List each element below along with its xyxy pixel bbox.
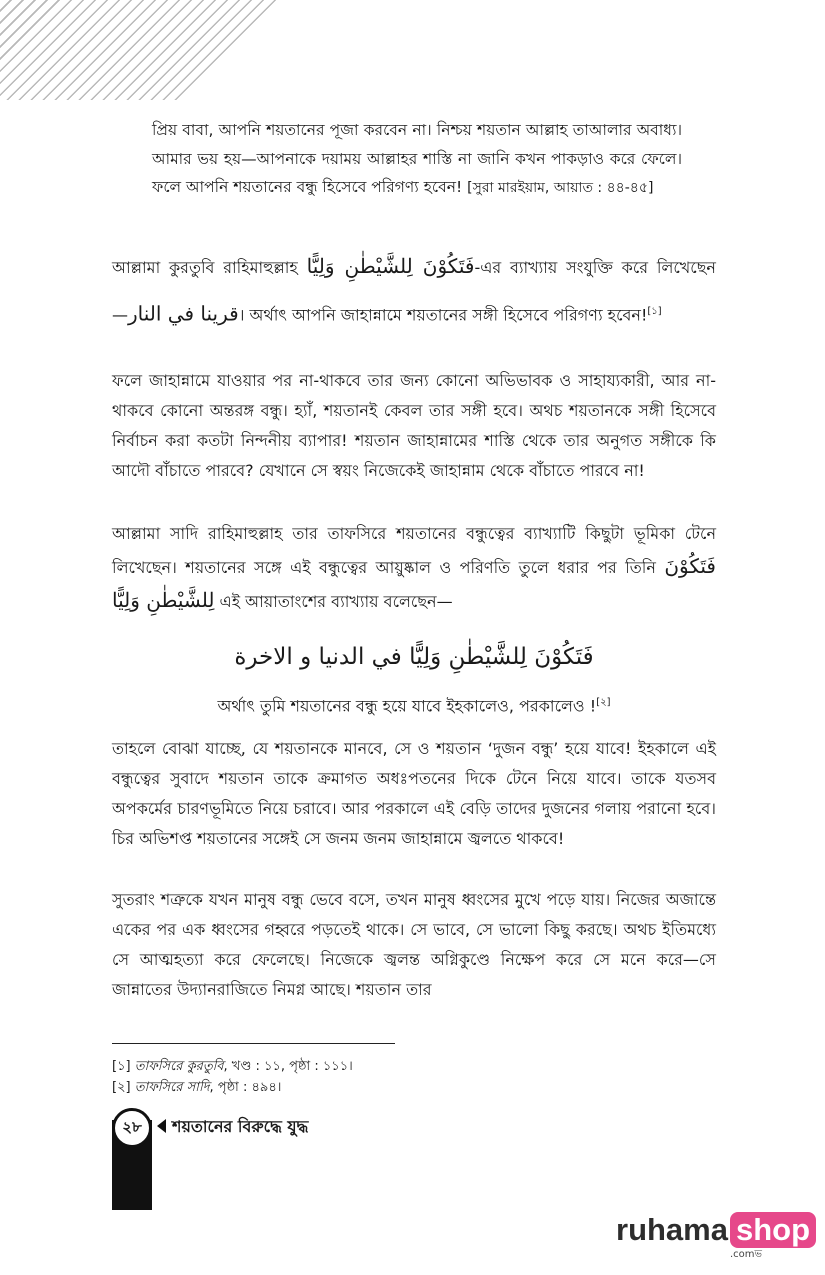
arabic-verse-inline-2: فَتَكُوْنَ لِلشَّيْطٰنِ وَلِيًّا [112,554,716,612]
arabic-quote [112,642,716,674]
paragraph-sadi [112,518,716,618]
quote-text: প্রিয় বাবা, আপনি শয়তানের পূজা করবেন না। নিশ্চয় শয়তান আল্লাহ তাআলার অবাধ্য। আমার ভয় হয়—আপনাকে দয়াময় আল্লাহর শাস্তি না জানি কখন পাকড়াও করে ফেলে। ফলে আপনি শয়তানের বন্ধু হিসেবে পরিগণ্য হবেন! [152,121,682,196]
translation-text: অর্থাৎ তুমি শয়তানের বন্ধু হয়ে যাবে ইহকালেও, পরকালেও ! [217,696,597,716]
footnote-1-mark: [১] [112,1059,131,1074]
para3-post: এই আয়াতাংশের ব্যাখ্যায় বলেছেন— [214,592,453,611]
page-number: ২৮ [112,1108,152,1148]
logo-brand-accent: shop [730,1212,816,1248]
decorative-stripes [0,0,360,100]
para1-post: । অর্থাৎ আপনি জাহান্নামে শয়তানের সঙ্গী হিসেবে পরিগণ্য হবেন! [238,305,648,325]
logo-domain: .comভ [730,1249,762,1260]
paragraph-qurtubi [112,244,716,337]
para3-pre: আল্লামা সাদি রাহিমাহুল্লাহ তার তাফসিরে শয়তানের বন্ধুত্বের ব্যাখ্যাটি কিছুটা ভূমিকা টেনে লিখেছেন। শয়তানের সঙ্গে এই বন্ধুত্বের আয়ুষ্কাল ও পরিণতি তুলে ধরার পর তিনি [112,524,716,577]
footnote-1 [112,1058,353,1076]
arabic-quote-text: فَتَكُوْنَ لِلشَّيْطٰنِ وَلِيًّا في الدنيا و الاخرة [234,644,594,670]
paragraph-5: সুতরাং শত্রুকে যখন মানুষ বন্ধু ভেবে বসে, তখন মানুষ ধ্বংসের মুখে পড়ে যায়। নিজের অজান্তে একের পর এক ধ্বংসের গহ্বরে পড়তেই থাকে। সে ভাবে, সে ভালো কিছু করছে। অথচ ইতিমধ্যে সে আত্মহত্যা করে ফেলেছে। নিজেকে জ্বলন্ত অগ্নিকুণ্ডে নিক্ষেপ করে সে মনে করে—সে জান্নাতের উদ্যানরাজিতে নিমগ্ন আছে। শয়তান তার [112,890,716,999]
watermark-logo [616,1212,816,1248]
arabic-phrase: قرينا في النار [128,301,239,326]
footnote-2 [112,1079,281,1097]
footnote-2-rest: , পৃষ্ঠা : ৪৯৪। [209,1080,282,1095]
para1-mid: -এর ব্যাখ্যায় সংযুক্তি করে লিখেছেন— [112,258,716,325]
paragraph-2: ফলে জাহান্নামে যাওয়ার পর না-থাকবে তার জন্য কোনো অভিভাবক ও সাহায্যকারী, আর না-থাকবে কোনো অন্তরঙ্গ বন্ধু। হ্যাঁ, শয়তানই কেবল তার সঙ্গী হবে। অথচ শয়তানকে সঙ্গী হিসেবে নির্বাচন করা কতটা নিন্দনীয় ব্যাপার! শয়তান জাহান্নামের শাস্তি থেকে তার অনুগত সঙ্গীকে কি আদৌ বাঁচাতে পারবে? যেখানে সে স্বয়ং নিজেকেই জাহান্নাম থেকে বাঁচাতে পারবে না! [112,371,716,480]
footnote-divider [112,1043,395,1044]
footnote-2-mark: [২] [112,1080,131,1095]
triangle-left-icon [157,1119,166,1133]
footnote-marker-2: [২] [596,697,611,708]
paragraph-4: তাহলে বোঝা যাচ্ছে, যে শয়তানকে মানবে, সে ও শয়তান ‘দুজন বন্ধু’ হয়ে যাবে! ইহকালে এই বন্ধুত্বের সুবাদে শয়তান তাকে ক্রমাগত অধঃপতনের দিকে টেনে নিয়ে যাবে। তাকে যতসব অপকর্মের চারণভূমিতে নিয়ে চরাবে। আর পরকালে এই বেড়ি তাদের দুজনের গলায় পরানো হবে। চির অভিশপ্ত শয়তানের সঙ্গেই সে জনম জনম জাহান্নামে জ্বলতে থাকবে! [112,739,716,848]
footnote-2-source: তাফসিরে সাদি [134,1080,210,1095]
arabic-verse-inline: فَتَكُوْنَ لِلشَّيْطٰنِ وَلِيًّا [306,254,475,278]
quote-block [152,116,682,203]
book-title: শয়তানের বিরুদ্ধে যুদ্ধ [172,1117,309,1136]
footnote-1-source: তাফসিরে কুরতুবি [134,1059,224,1074]
footnote-marker-1: [১] [647,306,662,317]
logo-brand: ruhama [616,1212,728,1247]
quote-reference: [সুরা মারইয়াম, আয়াত : ৪৪-৪৫] [467,180,654,196]
para1-pre: আল্লামা কুরতুবি রাহিমাহুল্লাহ [112,258,307,277]
footnote-1-rest: , খণ্ড : ১১, পৃষ্ঠা : ১১১। [223,1059,353,1074]
translation [112,688,716,721]
